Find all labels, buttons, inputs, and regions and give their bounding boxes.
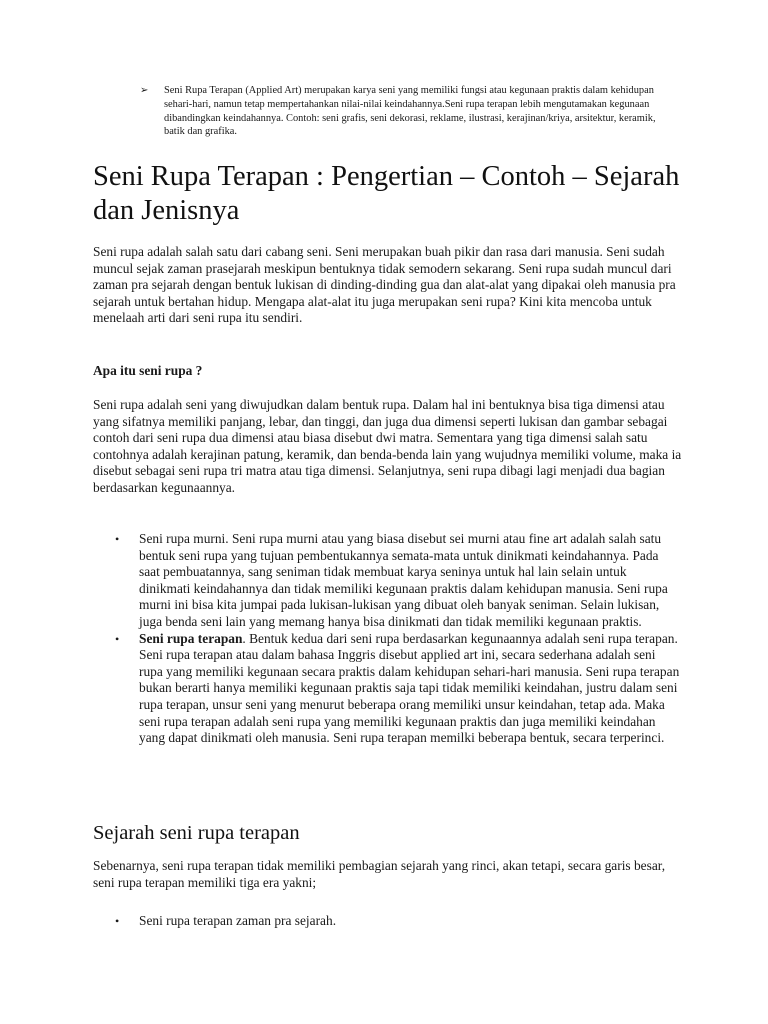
eras-bullet-list (115, 913, 680, 930)
types-bullet-list (115, 531, 680, 747)
bullet-dot-icon: • (115, 914, 120, 928)
bullet-dot-icon: • (115, 631, 120, 646)
arrow-bullet-icon: ➢ (140, 85, 149, 96)
list-item-bold-lead: Seni rupa terapan (139, 630, 243, 646)
list-item-text: Seni rupa murni. Seni rupa murni atau yang biasa disebut sei murni atau fine art adalah salah satu bentuk seni rupa yang tujuan pembentukannya semata-mata untuk dinikmati keindahannya. Pada saat pembuatannya, sang seniman tidak membuat karya seninya untuk hal lain selain untuk dinikmati keindahannya dan tidak memiliki kegunaan praktis dalam kehidupan manusia. Seni rupa murni ini bisa kita jumpai pada lukisan-lukisan yang dibuat oleh banyak seniman. Selain lukisan, juga benda seni lain yang memang hanya bisa dinikmati dan tidak memiliki kegunaan praktis. (139, 531, 668, 629)
intro-paragraph: Seni rupa adalah salah satu dari cabang seni. Seni merupakan buah pikir dan rasa dari manusia. Seni sudah muncul sejak zaman prasejarah meskipun bentuknya tidak semodern sekarang. Seni rupa sudah muncul dari zaman pra sejarah dengan bentuk lukisan di dinding-dinding gua dan alat-alat yang dipakai oleh manusia pra sejarah untuk bertahan hidup. Mengapa alat-alat itu juga merupakan seni rupa? Kini kita mencoba untuk menelaah arti dari seni rupa itu sendiri. (93, 244, 676, 326)
definition-paragraph: Seni rupa adalah seni yang diwujudkan dalam bentuk rupa. Dalam hal ini bentuknya bisa tiga dimensi atau yang sifatnya memiliki panjang, lebar, dan tinggi, dan juga dua dimensi seperti lukisan dan gambar sebagai contoh dari seni rupa dua dimensi atau biasa disebut dwi matra. Sementara yang tiga dimensi salah satu contohnya adalah kerajinan patung, keramik, dan benda-benda lain yang wujudnya memiliki volume, maka ia disebut sebagai seni rupa tri matra atau tiga dimensi. Selanjutnya, seni rupa dibagi lagi menjadi dua bagian berdasarkan kegunaannya. (93, 397, 682, 495)
list-item-era (115, 913, 680, 930)
intro-bullet-item (140, 84, 675, 139)
list-item-seni-murni (115, 531, 680, 631)
list-item-text: Seni rupa terapan zaman pra sejarah. (139, 913, 337, 928)
question-heading: Apa itu seni rupa ? (93, 363, 203, 378)
intro-bullet-text: Seni Rupa Terapan (Applied Art) merupakan karya seni yang memiliki fungsi atau kegunaan praktis dalam kehidupan sehari-hari, namun tetap mempertahankan nilai-nilai keindahannya.Seni rupa terapan lebih mengutamakan kegunaan dibandingkan keindahannya. Contoh: seni grafis, seni dekorasi, reklame, ilustrasi, kerajinan/kriya, arsitektur, keramik, batik dan grafika. (164, 85, 656, 138)
list-item-text: . Bentuk kedua dari seni rupa berdasarkan kegunaannya adalah seni rupa terapan. Seni rupa terapan atau dalam bahasa Inggris disebut applied art ini, secara sederhana adalah seni rupa yang memiliki kegunaan secara praktis dalam kehidupan sehari-hari manusia. Seni rupa terapan bukan berarti hanya memiliki kegunaan praktis saja tapi tidak memiliki keindahan, justru dalam seni rupa terapan, unsur seni yang menurut beberapa orang memiliki unsur keindahan, tetap ada. Maka seni rupa terapan adalah seni rupa yang memiliki kegunaan praktis dan juga memiliki keindahan yang dapat dinikmati oleh manusia. Seni rupa terapan memilki beberapa bentuk, secara terperinci. (139, 630, 680, 746)
history-heading: Sejarah seni rupa terapan (93, 822, 300, 844)
article-title: Seni Rupa Terapan : Pengertian – Contoh – Sejarah dan Jenisnya (93, 161, 680, 226)
intro-bullet-list (140, 84, 675, 139)
list-item-seni-terapan (115, 631, 680, 747)
bullet-dot-icon: • (115, 532, 120, 546)
history-paragraph: Sebenarnya, seni rupa terapan tidak memiliki pembagian sejarah yang rinci, akan tetapi, secara garis besar, seni rupa terapan memiliki tiga era yakni; (93, 858, 666, 890)
